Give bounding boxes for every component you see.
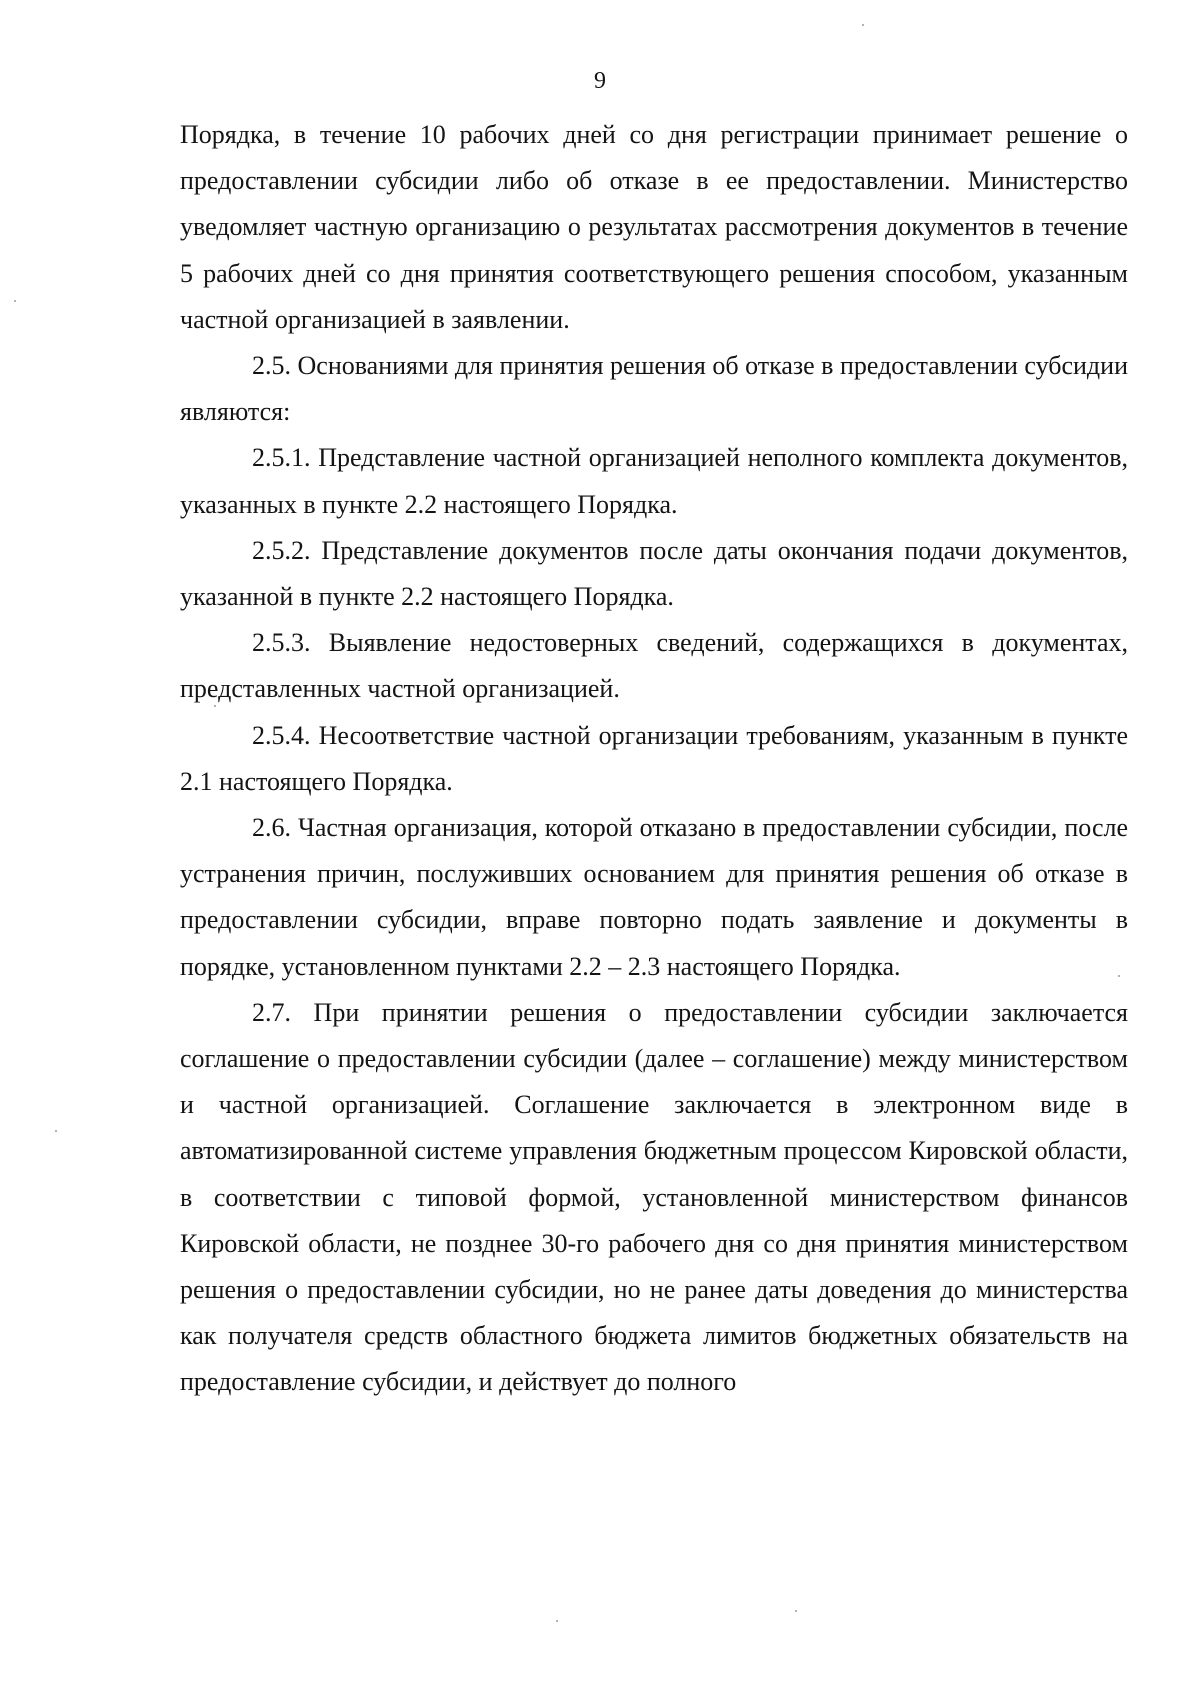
document-body bbox=[180, 112, 1128, 1406]
paragraph-2-5-3: 2.5.3. Выявление недостоверных сведений, содержащихся в документах, представленных частной организацией. bbox=[180, 628, 1128, 704]
paragraph-2-5-1: 2.5.1. Представление частной организацией неполного комплекта документов, указанных в пункте 2.2 настоящего Порядка. bbox=[180, 443, 1128, 519]
scan-speck bbox=[14, 300, 16, 302]
scan-speck bbox=[1118, 975, 1120, 977]
scan-speck bbox=[795, 1610, 797, 1612]
scan-speck bbox=[556, 1620, 558, 1622]
scan-speck bbox=[214, 705, 216, 707]
scan-speck bbox=[55, 1130, 57, 1132]
paragraph-2-5-2: 2.5.2. Представление документов после даты окончания подачи документов, указанной в пункте 2.2 настоящего Порядка. bbox=[180, 535, 1128, 612]
paragraph-continuation: Порядка, в течение 10 рабочих дней со дня регистрации принимает решение о предоставлении субсидии либо об отказе в ее предоставлении. Министерство уведомляет частную организацию о результатах рассмотрения документов в течение 5 рабочих дней со дня принятия соответствующего решения способом, указанным частной организацией в заявлении. bbox=[180, 120, 1128, 334]
paragraph-2-5-4: 2.5.4. Несоответствие частной организации требованиям, указанным в пункте 2.1 настоящего Порядка. bbox=[180, 720, 1128, 796]
paragraph-2-7: 2.7. При принятии решения о предоставлении субсидии заключается соглашение о предоставлении субсидии (далее – соглашение) между министерством и частной организацией. Соглашение заключается в электронном виде в автоматизированной системе управления бюджетным процессом Кировской области, в соответствии с типовой формой, установленной министерством финансов Кировской области, не позднее 30-го рабочего дня со дня принятия министерством решения о предоставлении субсидии, но не ранее даты доведения до министерства как получателя средств областного бюджета лимитов бюджетных обязательств на предоставление субсидии, и действует до полного bbox=[180, 997, 1128, 1397]
page-number: 9 bbox=[594, 68, 606, 94]
scan-speck bbox=[862, 24, 864, 26]
paragraph-2-6: 2.6. Частная организация, которой отказано в предоставлении субсидии, после устранения причин, послуживших основанием для принятия решения об отказе в предоставлении субсидии, вправе повторно подать заявление и документы в порядке, установленном пунктами 2.2 – 2.3 настоящего Порядка. bbox=[180, 813, 1128, 981]
paragraph-2-5: 2.5. Основаниями для принятия решения об отказе в предоставлении субсидии являются: bbox=[180, 351, 1128, 427]
